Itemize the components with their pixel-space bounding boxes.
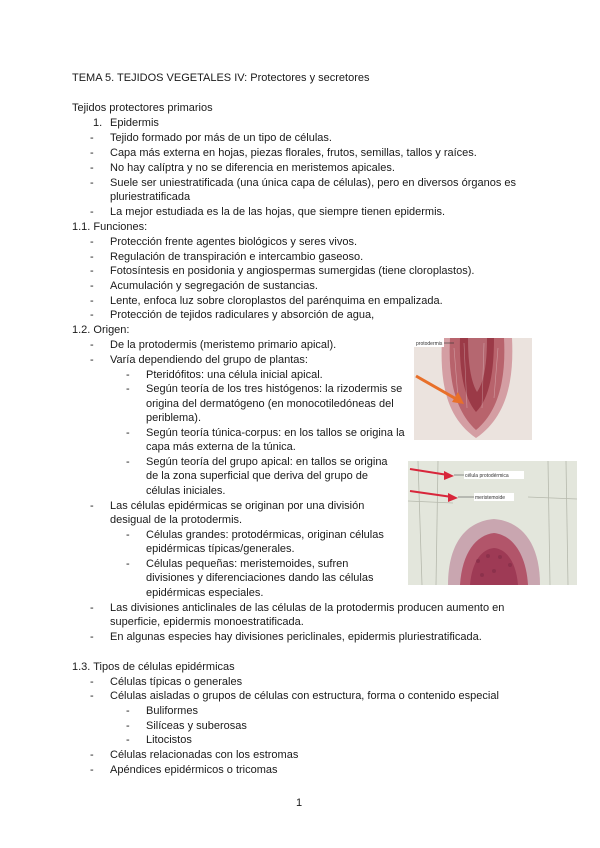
figure-label: protodermis: [416, 341, 443, 347]
list-item-continuation: epidérmicas especiales.: [146, 587, 264, 599]
list-item: - Tejido formado por más de un tipo de células.: [110, 131, 332, 145]
root-tip-micrograph-image: [414, 338, 532, 440]
list-item: - Varía dependiendo del grupo de plantas:: [110, 353, 308, 367]
list-item: - Células típicas o generales: [110, 675, 242, 689]
list-item: - En algunas especies hay divisiones periclinales, epidermis pluriestratificada.: [110, 630, 482, 644]
list-item: - Lente, enfoca luz sobre cloroplastos del parénquima en empalizada.: [110, 294, 443, 308]
list-item: - La mejor estudiada es la de las hojas, que siempre tienen epidermis.: [110, 205, 445, 219]
figure-label: célula protodérmica: [465, 473, 509, 479]
list-item: - Apéndices epidérmicos o tricomas: [110, 763, 278, 777]
list-item-continuation: periblema).: [146, 412, 202, 424]
list-item: - Capa más externa en hojas, piezas florales, frutos, semillas, tallos y raíces.: [110, 146, 477, 160]
list-item: - Litocistos: [146, 733, 192, 747]
list-item-continuation: pluriestratificada: [110, 191, 191, 203]
list-item: - Protección frente agentes biológicos y seres vivos.: [110, 235, 357, 249]
list-item-continuation: origina del dermatógeno (en monocotiledóneas del: [146, 398, 394, 410]
subsection-heading: Epidermis: [110, 117, 159, 129]
page-title: TEMA 5. TEJIDOS VEGETALES IV: Protectores y secretores: [72, 72, 370, 84]
subsection-heading: 1.3. Tipos de células epidérmicas: [72, 661, 235, 673]
list-item-continuation: células iniciales.: [146, 485, 226, 497]
figure-label: meristemoide: [475, 495, 506, 501]
list-item: - Regulación de transpiración e intercambio gaseoso.: [110, 250, 363, 264]
list-item: - Según teoría del grupo apical: en tallos se origina: [146, 455, 388, 469]
list-item: - Suele ser uniestratificada (una única capa de células), pero en diversos órganos es: [110, 176, 516, 190]
list-item-continuation: desigual de la protodermis.: [110, 514, 243, 526]
list-item: - Células grandes: protodérmicas, originan células: [146, 528, 384, 542]
list-item-continuation: de la zona superficial que deriva del grupo de: [146, 470, 368, 482]
list-item: - Fotosíntesis en posidonia y angiospermas sumergidas (tiene cloroplastos).: [110, 264, 474, 278]
list-item-continuation: capa más externa de la túnica.: [146, 441, 296, 453]
section-heading: Tejidos protectores primarios: [72, 102, 213, 114]
list-item-continuation: epidérmicas típicas/generales.: [146, 543, 295, 555]
list-item: - De la protodermis (meristemo primario apical).: [110, 338, 336, 352]
subsection-heading: 1.2. Origen:: [72, 324, 130, 336]
list-item-continuation: divisiones y diferenciaciones dando las células: [146, 572, 374, 584]
page-number: 1: [296, 797, 303, 809]
list-item: - Protección de tejidos radiculares y absorción de agua,: [110, 308, 374, 322]
list-item: - Las divisiones anticlinales de las células de la protodermis producen aumento en: [110, 601, 504, 615]
list-item: - Células aisladas o grupos de células con estructura, forma o contenido especial: [110, 689, 499, 703]
subsection-heading: 1.1. Funciones:: [72, 221, 148, 233]
list-number: 1.: [93, 117, 103, 129]
list-item: - Según teoría de los tres histógenos: la rizodermis se: [146, 382, 402, 396]
list-item: - Células relacionadas con los estromas: [110, 748, 298, 762]
shoot-apex-micrograph-image: [408, 461, 577, 585]
list-item: - No hay calíptra y no se diferencia en meristemos apicales.: [110, 161, 395, 175]
list-item: - Buliformes: [146, 704, 198, 718]
list-item-continuation: superficie, epidermis monoestratificada.: [110, 616, 304, 628]
list-item: - Las células epidérmicas se originan por una división: [110, 499, 364, 513]
list-item: - Según teoría túnica-corpus: en los tallos se origina la: [146, 426, 405, 440]
list-item: - Silíceas y suberosas: [146, 719, 247, 733]
list-item: - Células pequeñas: meristemoides, sufren: [146, 557, 348, 571]
list-item: - Acumulación y segregación de sustancias.: [110, 279, 318, 293]
list-item: - Pteridófitos: una célula inicial apical.: [146, 368, 323, 382]
